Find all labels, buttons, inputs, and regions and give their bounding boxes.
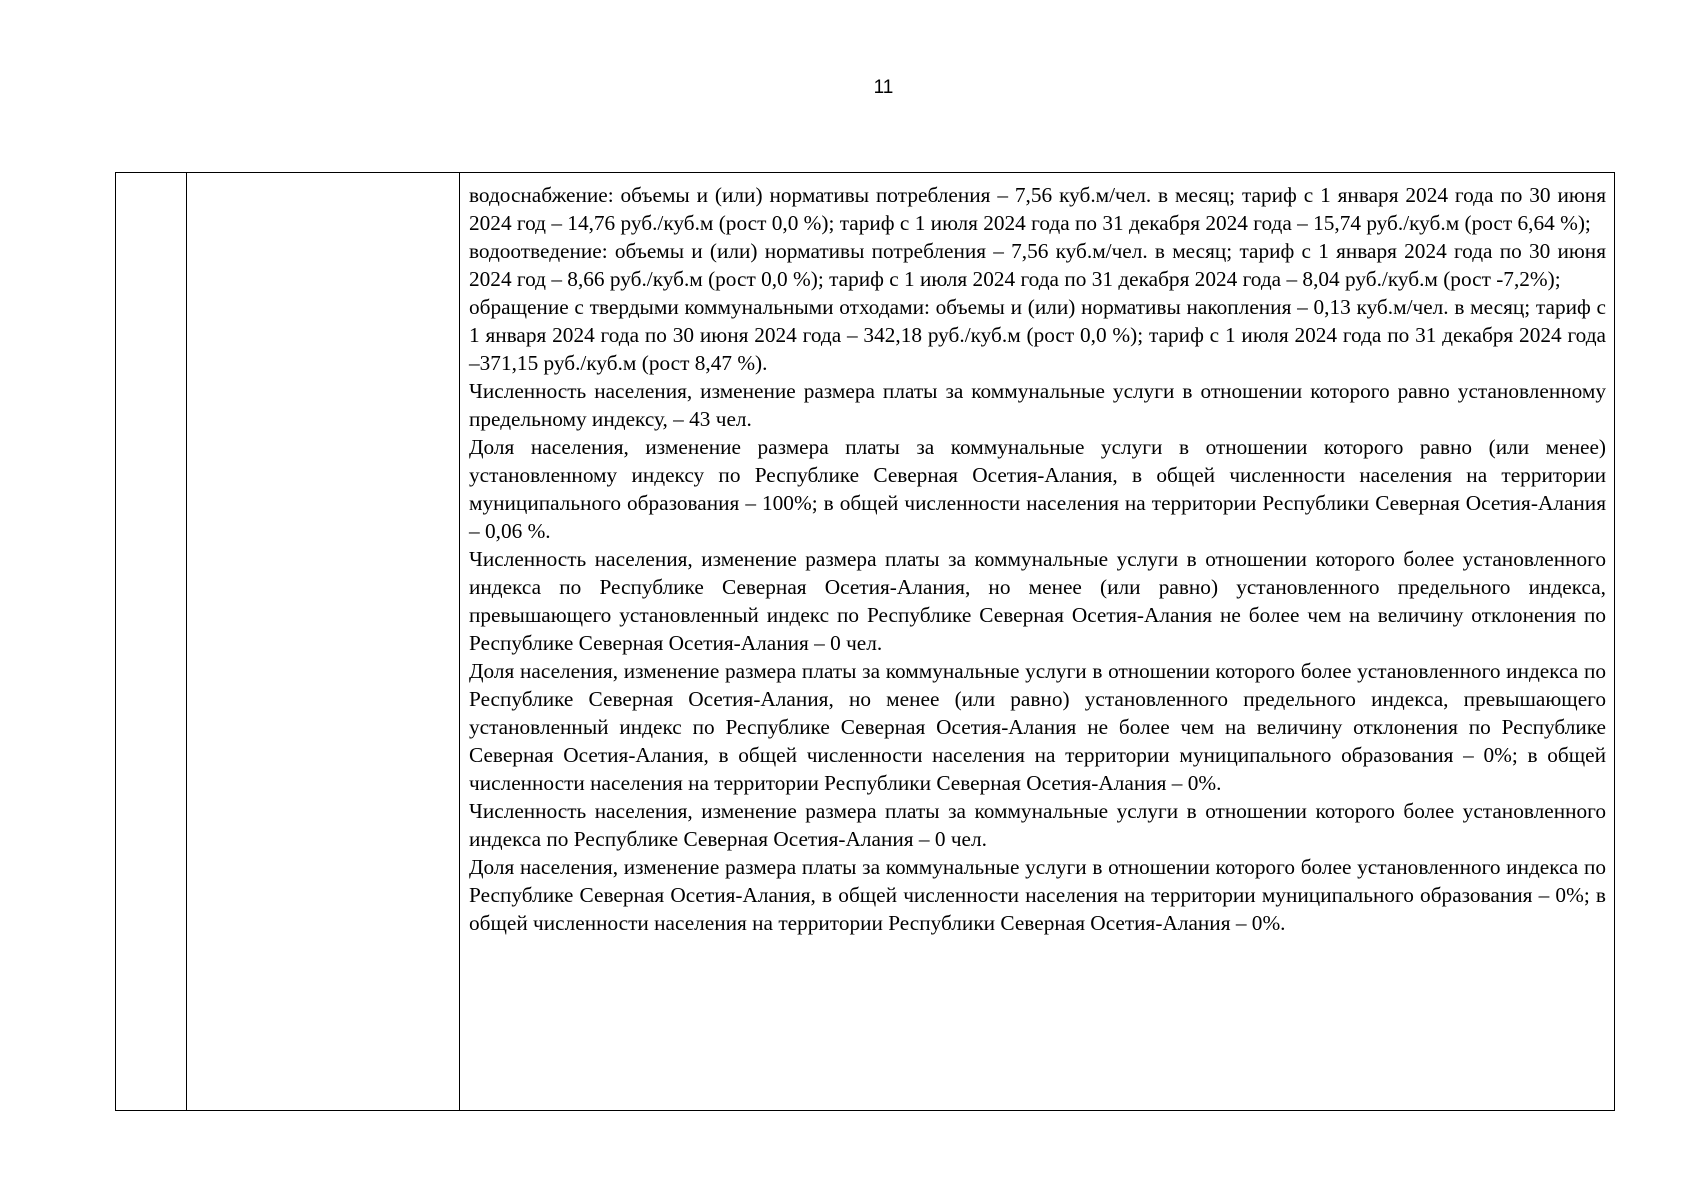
paragraph-population-limit-index: Численность населения, изменение размера платы за коммунальные услуги в отношении которого равно установленному предельному индексу, – 43 чел. <box>469 379 1606 431</box>
paragraph-solid-waste: обращение с твердыми коммунальными отходами: объемы и (или) нормативы накопления – 0,13 куб.м/чел. в месяц; тариф с 1 января 2024 года по 30 июня 2024 года – 342,18 руб./куб.м (рост 0,0 %); тариф с 1 июля 2024 года по 31 декабря 2024 года –371,15 руб./куб.м (рост 8,47 %). <box>469 295 1606 375</box>
paragraph-water-supply: водоснабжение: объемы и (или) нормативы потребления – 7,56 куб.м/чел. в месяц; тариф с 1 января 2024 года по 30 июня 2024 год – 14,76 руб./куб.м (рост 0,0 %); тариф с 1 июля 2024 года по 31 декабря 2024 года – 15,74 руб./куб.м (рост 6,64 %); <box>469 183 1606 235</box>
paragraph-share-equal-index: Доля населения, изменение размера платы за коммунальные услуги в отношении которого равно (или менее) установленному индексу по Республике Северная Осетия-Алания, в общей численности населения на территории муниципального образования – 100%; в общей численности населения на территории Республики Северная Осетия-Алания – 0,06 %. <box>469 435 1606 543</box>
paragraph-share-over-index: Доля населения, изменение размера платы за коммунальные услуги в отношении которого более установленного индекса по Республике Северная Осетия-Алания, в общей численности населения на территории муниципального образования – 0%; в общей численности населения на территории Республики Северная Осетия-Алания – 0%. <box>469 855 1606 935</box>
table-text-cell <box>469 181 1606 937</box>
table-column-divider <box>459 173 460 1110</box>
content-table <box>115 172 1615 1111</box>
table-column-divider <box>186 173 187 1110</box>
paragraph-population-over-index: Численность населения, изменение размера платы за коммунальные услуги в отношении которого более установленного индекса по Республике Северная Осетия-Алания – 0 чел. <box>469 799 1606 851</box>
paragraph-population-above-index: Численность населения, изменение размера платы за коммунальные услуги в отношении которого более установленного индекса по Республике Северная Осетия-Алания, но менее (или равно) установленного предельного индекса, превышающего установленный индекс по Республике Северная Осетия-Алания не более чем на величину отклонения по Республике Северная Осетия-Алания – 0 чел. <box>469 547 1606 655</box>
paragraph-water-disposal: водоотведение: объемы и (или) нормативы потребления – 7,56 куб.м/чел. в месяц; тариф с 1 января 2024 года по 30 июня 2024 год – 8,66 руб./куб.м (рост 0,0 %); тариф с 1 июля 2024 года по 31 декабря 2024 года – 8,04 руб./куб.м (рост -7,2%); <box>469 239 1606 291</box>
paragraph-share-above-index: Доля населения, изменение размера платы за коммунальные услуги в отношении которого более установленного индекса по Республике Северная Осетия-Алания, но менее (или равно) установленного предельного индекса, превышающего установленный индекс по Республике Северная Осетия-Алания не более чем на величину отклонения по Республике Северная Осетия-Алания, в общей численности населения на территории муниципального образования – 0%; в общей численности населения на территории Республики Северная Осетия-Алания – 0%. <box>469 659 1606 795</box>
page-number: 11 <box>873 77 894 98</box>
